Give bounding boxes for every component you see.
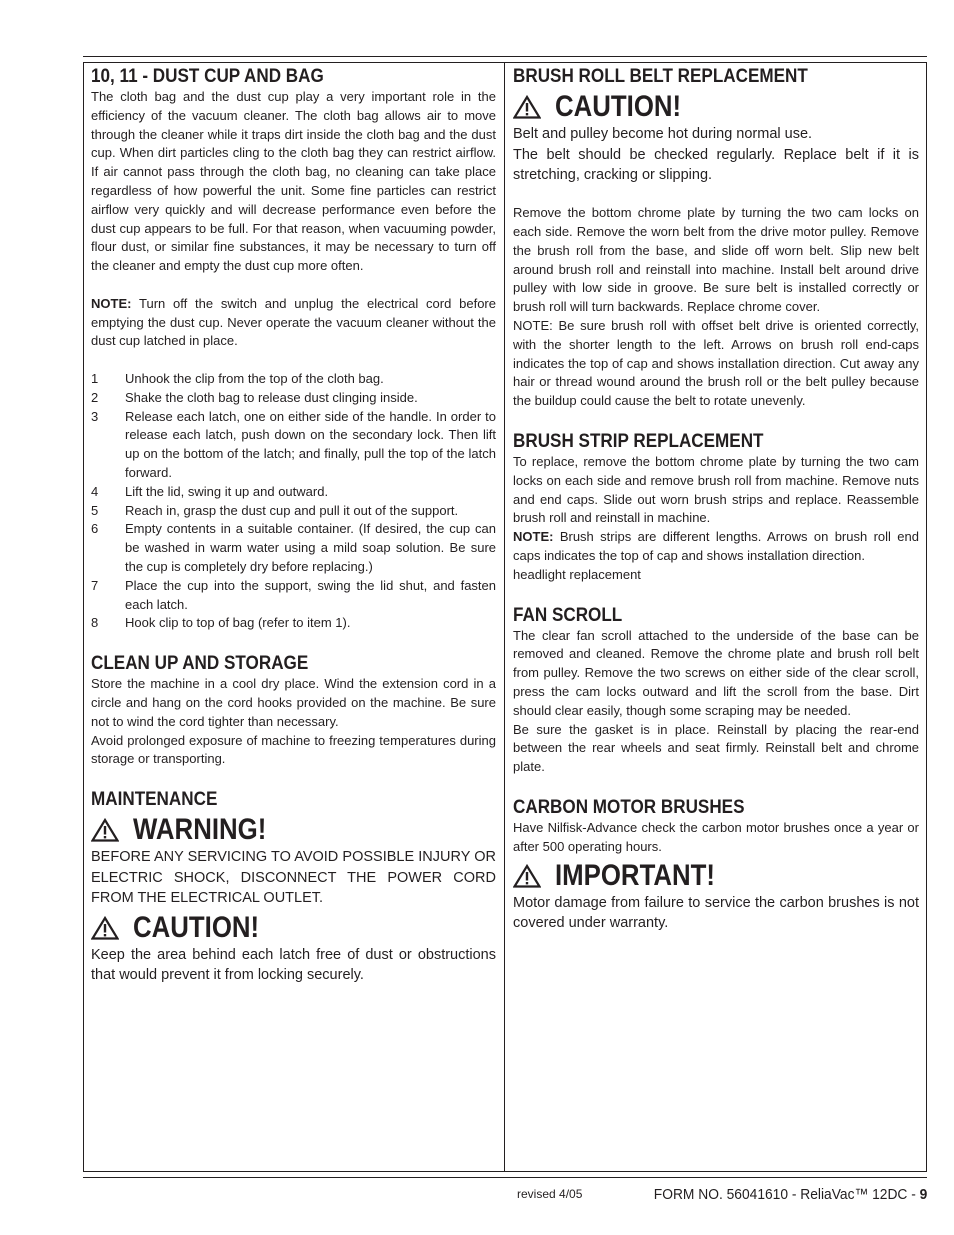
revised-date: revised 4/05 (517, 1187, 583, 1201)
belt-caution-line-2: The belt should be checked regularly. Replace belt if it is stretching, cracking or slipping. (513, 146, 919, 183)
dust-cup-note (91, 295, 496, 351)
fan-body-1: The clear fan scroll attached to the underside of the base can be removed and cleaned. Remove the chrome plate and brush roll belt from pulley. Remove the two screws on either side of the clear scroll, press the cam locks outward and lift the scroll from the base. Dirt should clear easily, though some scraping may be needed. (513, 627, 919, 718)
dust-cup-steps (91, 370, 496, 633)
caution-callout (91, 911, 496, 945)
step-item: 6 Empty contents in a suitable container. (If desired, the cup can be washed in warm water using a mild soap solution. Be sure the cup is completely dry before replacing.) (91, 521, 496, 574)
warning-text: BEFORE ANY SERVICING TO AVOID POSSIBLE INJURY OR ELECTRIC SHOCK, DISCONNECT THE POWER CORD FROM THE ELECTRICAL OUTLET. (91, 849, 496, 907)
important-triangle-icon (513, 864, 541, 888)
belt-heading: BRUSH ROLL BELT REPLACEMENT (513, 66, 808, 87)
step-item: 3 Release each latch, one on either side of the handle. In order to release each latch, push down on the secondary lock. Then lift up on the bottom of the latch; and finally, pull the top of the latch forward. (91, 408, 496, 480)
cleanup-body-1: Store the machine in a cool dry place. Wind the extension cord in a circle and hang on the cord hooks provided on the machine. Be sure not to wind the cord tighter than necessary. (91, 676, 496, 729)
strip-note (513, 528, 919, 566)
important-title: IMPORTANT! (555, 858, 716, 892)
carbon-heading: CARBON MOTOR BRUSHES (513, 797, 745, 819)
page-number: 9 (919, 1186, 927, 1203)
dust-cup-body: The cloth bag and the dust cup play a very important role in the efficiency of the vacuum cleaner. The cloth bag allows air to move through the cleaner while it traps dirt inside the cloth bag and the dust cup. When dirt particles cling to the cloth bag they can restrict airflow. If air cannot pass through the cloth bag, no cleaning can take place regardless of how powerful the unit. Some fine particles can restrict airflow very quickly and will decrease performance even before the dust cup appears to be full. For that reason, when vacuuming powder, flour dust, or similar fine substances, it may be necessary to turn off the cleaner and empty the dust cup more often. (91, 89, 496, 274)
step-item: 1 Unhook the clip from the top of the cloth bag. (91, 370, 384, 386)
belt-caution-callout (513, 90, 919, 124)
fan-heading: FAN SCROLL (513, 604, 623, 626)
belt-caution-line-1: Belt and pulley become hot during normal use. (513, 126, 813, 142)
warning-title: WARNING! (133, 813, 267, 847)
strip-body: To replace, remove the bottom chrome plate by turning the two cam locks on each side and remove brush roll from machine. Remove nuts and end caps. Slide out worn brush strips and replace. Reassemble brush roll and reinstall in machine. (513, 454, 919, 526)
strip-heading: BRUSH STRIP REPLACEMENT (513, 431, 764, 453)
belt-note: NOTE: Be sure brush roll with offset belt drive is oriented correctly, with the shorter length to the left. Arrows on brush roll end-caps indicates the top of cap and shows installation direction. Cut away any hair or thread wound around the brush roll or the belt pulley because the buildup could cause the belt to rotate unevenly. (513, 318, 919, 409)
note-label: NOTE: (91, 295, 132, 311)
form-number (653, 1186, 927, 1203)
important-text: Motor damage from failure to service the carbon brushes is not covered under warranty. (513, 894, 919, 932)
note-text: Brush strips are different lengths. Arrows on brush roll end caps indicates the top of cap and shows installation direction. (513, 529, 919, 564)
fan-body-2: Be sure the gasket is in place. Reinstall by placing the rear-end between the rear wheels and seat firmly. Reinstall belt and chrome plate. (513, 721, 919, 775)
dust-cup-heading: 10, 11 - DUST CUP AND BAG (91, 66, 324, 87)
caution-triangle-icon (513, 95, 541, 119)
column-divider (504, 62, 505, 1172)
caution-text: Keep the area behind each latch free of dust or obstructions that would prevent it from locking securely. (91, 946, 496, 984)
important-callout (513, 859, 919, 893)
step-item: 8 Hook clip to top of bag (refer to item 1). (91, 615, 351, 631)
note-text: Turn off the switch and unplug the electrical cord before emptying the dust cup. Never operate the vacuum cleaner without the dust cup latched in place. (91, 295, 496, 349)
maintenance-heading: MAINTENANCE (91, 789, 218, 811)
carbon-body: Have Nilfisk-Advance check the carbon motor brushes once a year or after 500 operating hours. (513, 820, 919, 854)
right-column (513, 66, 919, 934)
step-item: 5 Reach in, grasp the dust cup and pull it out of the support. (91, 502, 459, 518)
cleanup-heading: CLEAN UP AND STORAGE (91, 653, 309, 675)
caution-triangle-icon (91, 916, 119, 940)
belt-caution-title: CAUTION! (555, 90, 682, 123)
warning-callout (91, 813, 496, 847)
note-label: NOTE: (513, 529, 554, 545)
top-rule (83, 56, 927, 57)
strip-extra: headlight replacement (513, 566, 641, 582)
left-column (91, 66, 496, 986)
step-item: 2 Shake the cloth bag to release dust clinging inside. (91, 389, 418, 405)
step-item: 7 Place the cup into the support, swing the lid shut, and fasten each latch. (91, 577, 496, 612)
warning-triangle-icon (91, 818, 119, 842)
caution-title: CAUTION! (133, 910, 260, 944)
belt-body: Remove the bottom chrome plate by turning the two cam locks on each side. Remove the worn belt from the drive motor pulley. Remove the brush roll from the base, and slide off worn belt. Slip new belt around brush roll and reinstall into machine. Install belt around drive pulley with low side in groove. Be sure belt is installed correctly or brush roll will turn backwards. Replace chrome cover. (513, 205, 919, 315)
bottom-rule (83, 1177, 927, 1178)
step-item: 4 Lift the lid, swing it up and outward. (91, 483, 329, 499)
form-label: FORM NO. 56041610 - ReliaVac™ 12DC - (653, 1186, 920, 1203)
cleanup-body-2: Avoid prolonged exposure of machine to freezing temperatures during storage or transporting. (91, 732, 496, 767)
